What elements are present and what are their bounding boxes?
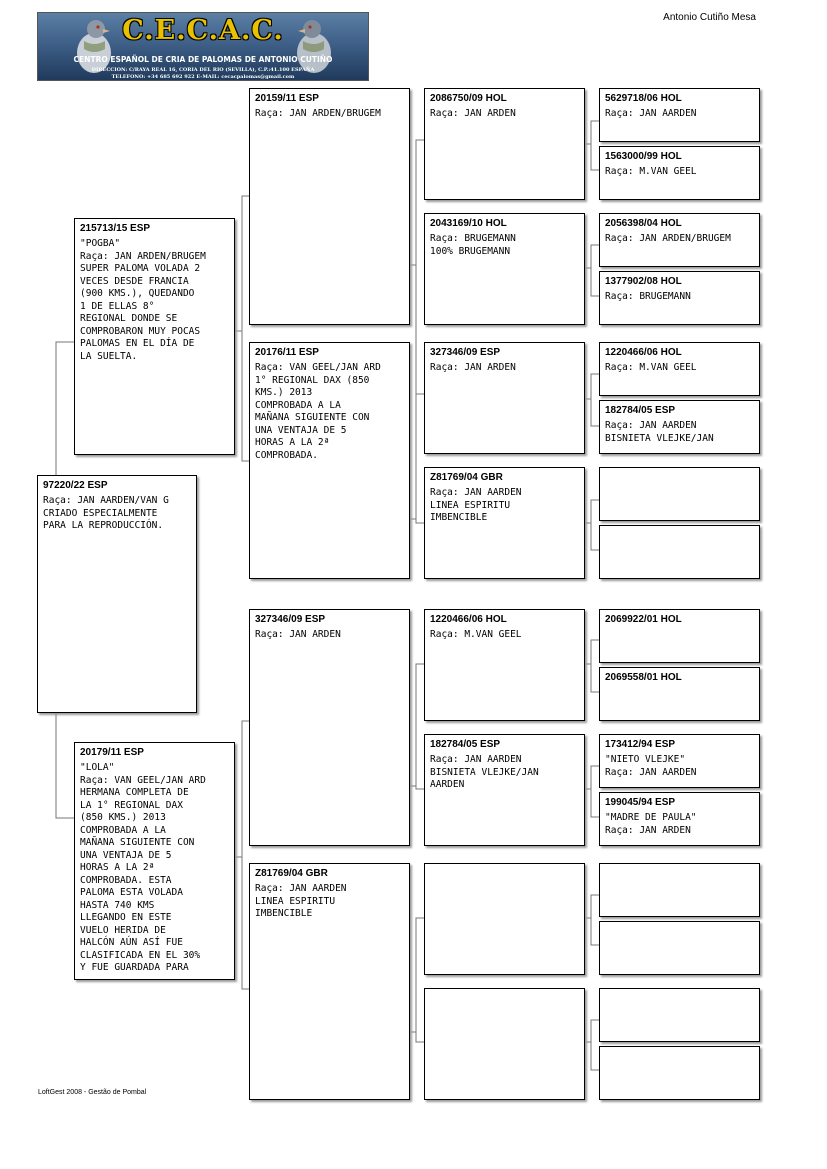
mother-ring: 20179/11 ESP xyxy=(80,747,144,758)
owner-name: Antonio Cutiño Mesa xyxy=(663,12,756,23)
great-grandparent-ring: 182784/05 ESP xyxy=(430,739,501,750)
ancestor-notes: Raça: JAN AARDEN xyxy=(605,108,697,119)
great-grandparent-notes: Raça: JAN AARDEN BISNIETA VLEJKE/JAN AARDEN xyxy=(430,754,539,790)
pedigree-great-grandparent-card xyxy=(424,213,585,325)
pedigree-ancestor-card xyxy=(599,146,760,200)
pedigree-great-grandparent-card xyxy=(424,988,585,1100)
logo-contact: TELEFONO: +34 685 692 922 E-MAIL: cecacpalomas@gmail.com xyxy=(111,74,295,80)
pedigree-subject-card xyxy=(37,475,197,713)
pedigree-ancestor-card xyxy=(599,792,760,846)
father-ring: 215713/15 ESP xyxy=(80,223,151,234)
pedigree-great-grandparent-card xyxy=(424,88,585,200)
great-grandparent-notes: Raça: JAN ARDEN xyxy=(430,362,516,373)
great-grandparent-ring: Z81769/04 GBR xyxy=(430,472,503,483)
grandparent-notes: Raça: JAN ARDEN xyxy=(255,629,341,640)
pedigree-ancestor-card xyxy=(599,667,760,721)
pedigree-ancestor-card xyxy=(599,88,760,142)
pedigree-ancestor-card xyxy=(599,400,760,454)
footer-credit: LoftGest 2008 - Gestão de Pombal xyxy=(38,1089,147,1096)
pedigree-ancestor-card xyxy=(599,734,760,788)
pedigree-ancestor-card xyxy=(599,213,760,267)
great-grandparent-notes: Raça: JAN ARDEN xyxy=(430,108,516,119)
cecac-logo xyxy=(37,12,369,81)
ancestor-ring: 2056398/04 HOL xyxy=(605,218,682,229)
mother-notes: "LOLA" Raça: VAN GEEL/JAN ARD HERMANA COMPLETA DE LA 1° REGIONAL DAX (850 KMS.) 2013 COMPROBADA A LA MAÑANA SIGUIENTE CON UNA VENTAJA DE 5 HORAS A LA 2ª COMPROBADA. ESTA PALOMA ESTA VOLADA HASTA 740 KMS LLEGANDO EN ESTE VUELO HERIDA DE HALCÓN AÚN ASÍ FUE CLASIFICADA EN EL 30% Y FUE GUARDADA PARA xyxy=(80,762,206,973)
grandparent-notes: Raça: VAN GEEL/JAN ARD 1° REGIONAL DAX (850 KMS.) 2013 COMPROBADA A LA MAÑANA SIGUIENTE CON UNA VENTAJA DE 5 HORAS A LA 2ª COMPROBADA. xyxy=(255,362,381,461)
ancestor-notes: Raça: JAN AARDEN BISNIETA VLEJKE/JAN xyxy=(605,420,714,444)
pedigree-great-grandparent-card xyxy=(424,734,585,846)
logo-subtitle: CENTRO ESPAÑOL DE CRIA DE PALOMAS DE ANTONIO CUTIÑO xyxy=(73,55,333,64)
ancestor-ring: 2069922/01 HOL xyxy=(605,614,682,625)
pedigree-ancestor-card xyxy=(599,921,760,975)
pedigree-great-grandparent-card xyxy=(424,342,585,454)
pedigree-great-grandparent-card xyxy=(424,609,585,721)
great-grandparent-ring: 327346/09 ESP xyxy=(430,347,501,358)
pedigree-ancestor-card xyxy=(599,342,760,396)
pedigree-ancestor-card xyxy=(599,988,760,1042)
ancestor-notes: Raça: M.VAN GEEL xyxy=(605,362,697,373)
pedigree-grandparent-card xyxy=(249,88,410,325)
great-grandparent-notes: Raça: BRUGEMANN 100% BRUGEMANN xyxy=(430,233,516,257)
pedigree-ancestor-card xyxy=(599,525,760,579)
pedigree-great-grandparent-card xyxy=(424,863,585,975)
grandparent-notes: Raça: JAN ARDEN/BRUGEM xyxy=(255,108,381,119)
ancestor-ring: 1220466/06 HOL xyxy=(605,347,682,358)
ancestor-notes: Raça: M.VAN GEEL xyxy=(605,166,697,177)
ancestor-ring: 182784/05 ESP xyxy=(605,405,676,416)
grandparent-ring: 327346/09 ESP xyxy=(255,614,326,625)
ancestor-ring: 2069558/01 HOL xyxy=(605,672,682,683)
grandparent-notes: Raça: JAN AARDEN LINEA ESPIRITU IMBENCIBLE xyxy=(255,883,347,919)
great-grandparent-ring: 2043169/10 HOL xyxy=(430,218,507,229)
ancestor-ring: 1563000/99 HOL xyxy=(605,151,682,162)
pedigree-grandparent-card xyxy=(249,609,410,846)
grandparent-ring: Z81769/04 GBR xyxy=(255,868,328,879)
ancestor-ring: 5629718/06 HOL xyxy=(605,93,682,104)
subject-ring: 97220/22 ESP xyxy=(43,480,108,491)
great-grandparent-ring: 1220466/06 HOL xyxy=(430,614,507,625)
ancestor-notes: "NIETO VLEJKE" Raça: JAN AARDEN xyxy=(605,754,697,778)
father-notes: "POGBA" Raça: JAN ARDEN/BRUGEM SUPER PALOMA VOLADA 2 VECES DESDE FRANCIA (900 KMS.), QUEDANDO 1 DE ELLAS 8° REGIONAL DONDE SE COMPROBARON MUY POCAS PALOMAS EN EL DÍA DE LA SUELTA. xyxy=(80,238,206,362)
ancestor-notes: Raça: BRUGEMANN xyxy=(605,291,691,302)
grandparent-ring: 20176/11 ESP xyxy=(255,347,319,358)
pedigree-grandparent-card xyxy=(249,342,410,579)
pedigree-grandparent-card xyxy=(249,863,410,1100)
pedigree-ancestor-card xyxy=(599,863,760,917)
great-grandparent-notes: Raça: JAN AARDEN LINEA ESPIRITU IMBENCIBLE xyxy=(430,487,522,523)
great-grandparent-ring: 2086750/09 HOL xyxy=(430,93,507,104)
pedigree-ancestor-card xyxy=(599,467,760,521)
pedigree-mother-card xyxy=(74,742,235,980)
ancestor-ring: 1377902/08 HOL xyxy=(605,276,682,287)
subject-notes: Raça: JAN AARDEN/VAN G CRIADO ESPECIALMENTE PARA LA REPRODUCCIÓN. xyxy=(43,495,169,531)
grandparent-ring: 20159/11 ESP xyxy=(255,93,319,104)
pedigree-great-grandparent-card xyxy=(424,467,585,579)
great-grandparent-notes: Raça: M.VAN GEEL xyxy=(430,629,522,640)
pedigree-ancestor-card xyxy=(599,271,760,325)
pedigree-father-card xyxy=(74,218,235,455)
ancestor-ring: 199045/94 ESP xyxy=(605,797,676,808)
pedigree-ancestor-card xyxy=(599,1046,760,1100)
ancestor-ring: 173412/94 ESP xyxy=(605,739,676,750)
logo-address: DIRECCION: C/RAYA REAL 16, CORIA DEL RIO (SEVILLA), C.P.:41.100 ESPAÑA xyxy=(91,67,315,73)
logo-title: C.E.C.A.C. xyxy=(122,15,284,46)
ancestor-notes: Raça: JAN ARDEN/BRUGEM xyxy=(605,233,731,244)
pedigree-ancestor-card xyxy=(599,609,760,663)
ancestor-notes: "MADRE DE PAULA" Raça: JAN ARDEN xyxy=(605,812,697,836)
